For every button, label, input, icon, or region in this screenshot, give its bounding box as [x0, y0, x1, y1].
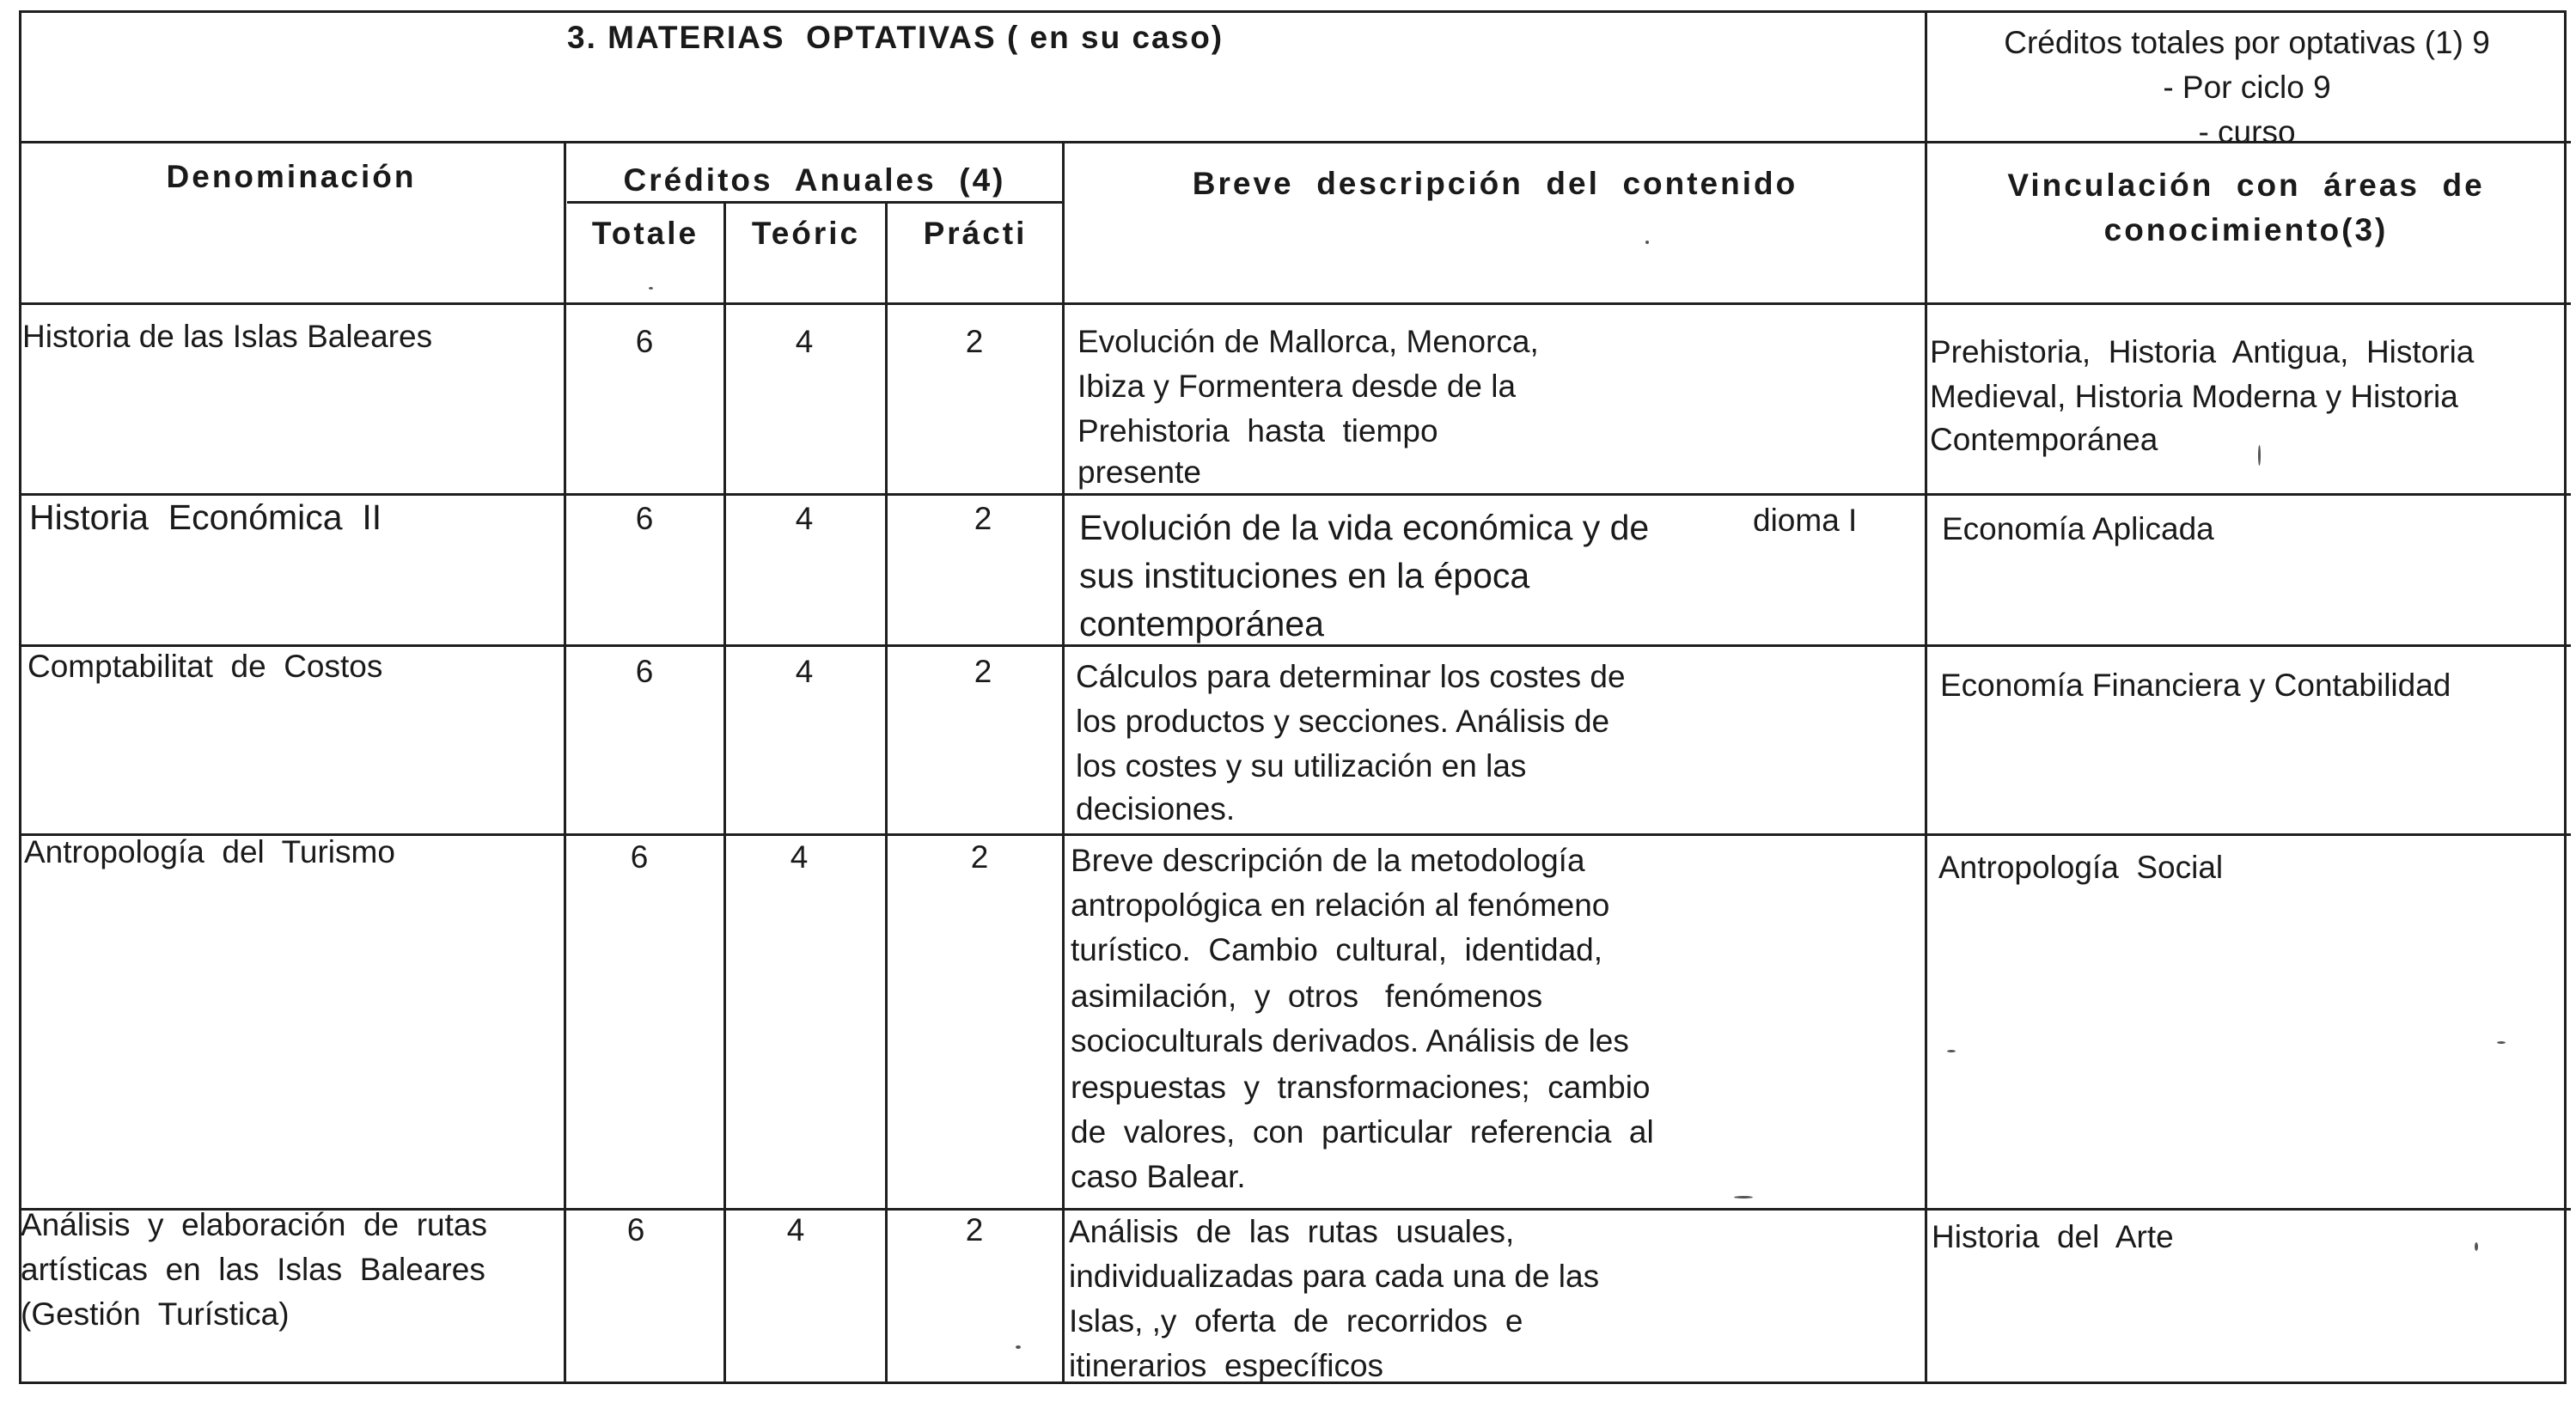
row4-desc-line4: asimilación, y otros fenómenos — [1071, 979, 1543, 1014]
row5-name-line3: (Gestión Turística) — [21, 1296, 290, 1332]
row1-totales: 6 — [635, 324, 654, 359]
row4-teoricos: 4 — [790, 839, 809, 875]
row5-desc-line1: Análisis de las rutas usuales, — [1069, 1214, 1515, 1249]
row1-vinc-line1: Prehistoria, Historia Antigua, Historia — [1930, 334, 2475, 369]
scan-speck — [1016, 1345, 1021, 1349]
row2-practicos: 2 — [974, 501, 992, 536]
por-ciclo-text: - Por ciclo 9 — [2163, 70, 2331, 105]
row4-desc-line5: socioculturals derivados. Análisis de les — [1071, 1023, 1629, 1058]
row2-vinc-line1: Economía Aplicada — [1942, 511, 2214, 546]
curso-text: - curso — [2198, 114, 2296, 149]
row1-vinc-line2: Medieval, Historia Moderna y Historia — [1930, 379, 2458, 414]
row2-totales: 6 — [635, 501, 654, 536]
scan-speck — [1734, 1196, 1753, 1198]
row4-desc-line6: respuestas y transformaciones; cambio — [1071, 1070, 1651, 1105]
rule-col-name — [564, 143, 566, 1384]
scan-speck — [1947, 1050, 1956, 1052]
rule-col-desc — [1925, 10, 1927, 1384]
row4-desc-line7: de valores, con particular referencia al — [1071, 1114, 1654, 1150]
row3-totales: 6 — [635, 654, 654, 689]
row3-desc-line2: los productos y secciones. Análisis de — [1076, 704, 1610, 739]
rule-colhead-bottom — [19, 302, 2571, 305]
rule-row3-bottom — [19, 833, 2571, 836]
row1-name: Historia de las Islas Baleares — [22, 319, 433, 354]
row5-vinc-line1: Historia del Arte — [1932, 1219, 2174, 1254]
row4-desc-line1: Breve descripción de la metodología — [1071, 843, 1585, 878]
row1-practicos: 2 — [965, 324, 984, 359]
col-header-denominacion: Denominación — [166, 159, 417, 194]
row2-desc-line1: Evolución de la vida económica y de — [1079, 508, 1650, 547]
section-title: 3. MATERIAS OPTATIVAS ( en su caso) — [567, 20, 1224, 55]
row2-desc-line2: sus instituciones en la época — [1079, 556, 1530, 595]
row4-totales: 6 — [630, 839, 649, 875]
rule-right — [2564, 10, 2567, 1384]
row2-stray-text: dioma I — [1753, 503, 1858, 538]
row3-vinc-line1: Economía Financiera y Contabilidad — [1940, 668, 2451, 703]
row1-desc-line2: Ibiza y Formentera desde de la — [1077, 369, 1517, 404]
row1-desc-line1: Evolución de Mallorca, Menorca, — [1077, 324, 1539, 359]
row4-desc-line3: turístico. Cambio cultural, identidad, — [1071, 932, 1603, 967]
row3-teoricos: 4 — [795, 654, 814, 689]
rule-col-practicos — [1062, 143, 1065, 1384]
row2-desc-line3: contemporánea — [1079, 604, 1324, 643]
col-header-vinculacion-line1: Vinculación con áreas de — [2007, 168, 2485, 203]
row1-desc-line4: presente — [1077, 454, 1201, 490]
credits-total-text: Créditos totales por optativas (1) 9 — [2004, 25, 2490, 60]
row3-desc-line1: Cálculos para determinar los costes de — [1076, 659, 1626, 694]
col-header-descripcion: Breve descripción del contenido — [1192, 166, 1798, 201]
row4-desc-line2: antropológica en relación al fenómeno — [1071, 887, 1610, 923]
scan-speck — [2497, 1041, 2506, 1044]
scan-speck — [2258, 445, 2261, 466]
scan-speck — [649, 287, 653, 290]
row5-desc-line3: Islas, ,y oferta de recorridos e — [1069, 1303, 1523, 1339]
row1-desc-line3: Prehistoria hasta tiempo — [1077, 413, 1438, 448]
rule-col-totales — [723, 203, 726, 1384]
rule-top — [19, 10, 2564, 13]
col-header-teoricos: Teóric — [751, 216, 861, 251]
row5-name-line2: artísticas en las Islas Baleares — [21, 1252, 485, 1287]
row3-name: Comptabilitat de Costos — [27, 649, 383, 684]
col-header-creditos-anuales: Créditos Anuales (4) — [623, 162, 1006, 198]
row5-desc-line4: itinerarios específicos — [1069, 1348, 1384, 1383]
row4-desc-line8: caso Balear. — [1071, 1159, 1246, 1194]
row2-teoricos: 4 — [795, 501, 814, 536]
row5-name-line1: Análisis y elaboración de rutas — [21, 1207, 487, 1242]
rule-col-teoricos — [885, 203, 888, 1384]
col-header-vinculacion-line2: conocimiento(3) — [2103, 212, 2389, 247]
scan-speck — [1645, 241, 1649, 244]
row1-teoricos: 4 — [795, 324, 814, 359]
row4-vinc-line1: Antropología Social — [1938, 850, 2224, 885]
col-header-practicos: Prácti — [923, 216, 1028, 251]
row5-teoricos: 4 — [786, 1212, 805, 1247]
row3-practicos: 2 — [974, 654, 992, 689]
rule-left — [19, 10, 21, 1384]
row5-desc-line2: individualizadas para cada una de las — [1069, 1259, 1600, 1294]
row1-vinc-line3: Contemporánea — [1930, 422, 2158, 457]
rule-row1-bottom — [19, 493, 2571, 496]
row5-totales: 6 — [626, 1212, 645, 1247]
row2-name: Historia Económica II — [29, 497, 382, 537]
row4-name: Antropología del Turismo — [24, 834, 395, 869]
row3-desc-line3: los costes y su utilización en las — [1076, 748, 1527, 784]
row5-practicos: 2 — [965, 1212, 984, 1247]
row3-desc-line4: decisiones. — [1076, 791, 1236, 826]
row4-practicos: 2 — [970, 839, 989, 875]
col-header-totales: Totale — [591, 216, 699, 251]
scan-speck — [2475, 1242, 2478, 1251]
